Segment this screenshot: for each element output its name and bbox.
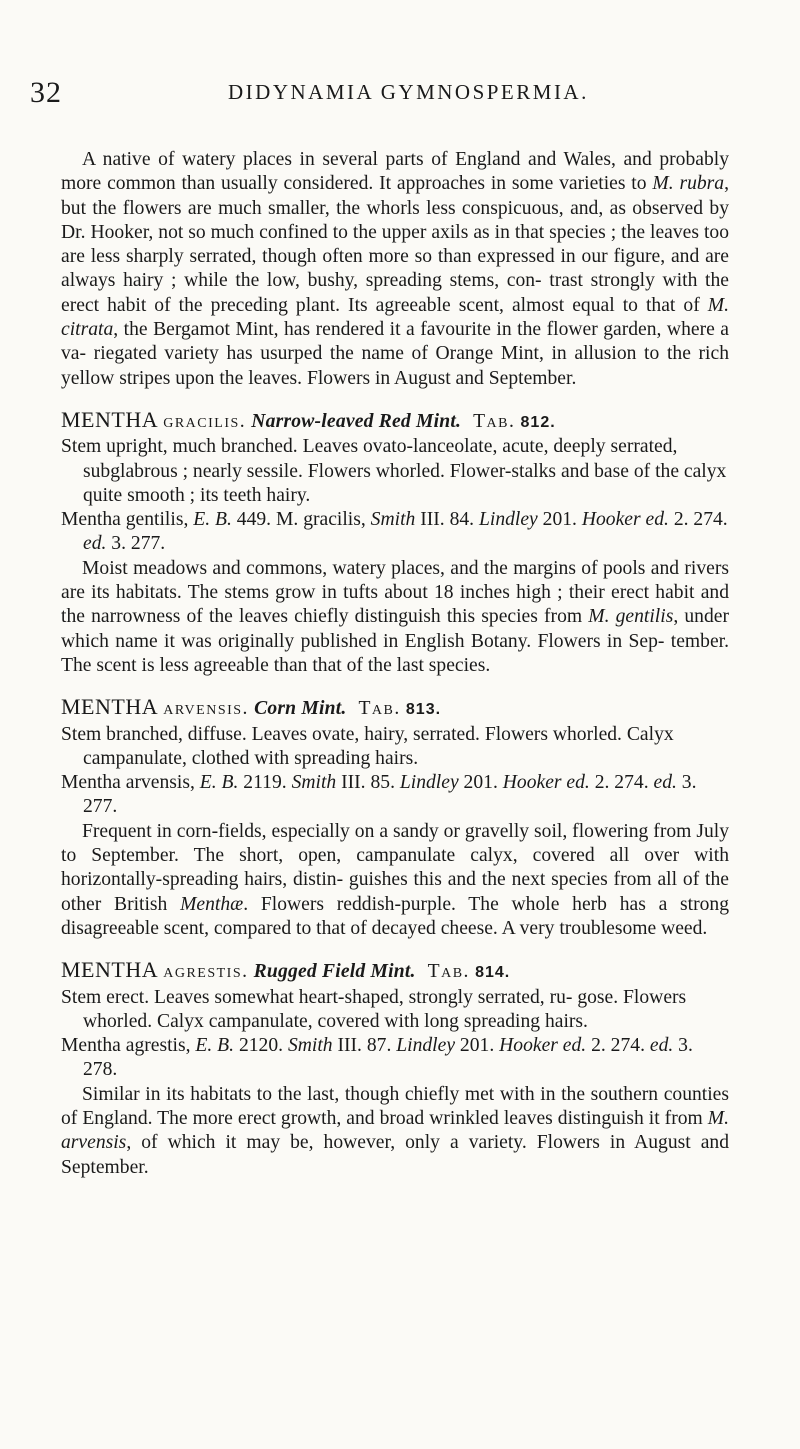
notes-italic: M. arvensis: [61, 1107, 729, 1154]
notes-text: , of which it may be, however, only a variety. Flowers in August and September.: [61, 1132, 729, 1178]
species-description: Stem branched, diffuse. Leaves ovate, hairy, serrated. Flowers whorled. Calyx campanulate, clothed with spreading hairs.: [61, 723, 674, 769]
syn-text: 201.: [458, 772, 503, 794]
syn-ref: Lindley: [396, 1035, 456, 1057]
intro-text: A native of watery places in several parts of England and Wales, and probably more common than usually considered. It approaches in some varieties to: [61, 149, 729, 195]
tab-label: Tab.: [427, 961, 470, 983]
genus-name: MENTHA: [61, 957, 159, 983]
syn-text: Mentha agrestis,: [61, 1035, 196, 1057]
syn-text: 2119.: [238, 772, 292, 794]
intro-italic-name: M. citrata: [61, 294, 729, 341]
syn-text: 2. 274.: [589, 772, 654, 794]
notes-text: Frequent in corn-fields, especially on a sandy or gravelly soil, flowering from July to September. The short, open, campanulate calyx, covered all over with horizontally-spreading hairs, distin- guishes this and the next species from all of the other British: [61, 820, 729, 915]
common-name: Narrow-leaved Red Mint.: [251, 410, 462, 432]
genus-name: MENTHA: [61, 406, 159, 432]
syn-text: III. 85.: [336, 772, 400, 794]
species-entry: [61, 695, 729, 941]
page-number: 32: [30, 76, 62, 109]
page-body: [61, 148, 729, 1180]
syn-ref: Lindley: [478, 509, 538, 531]
intro-italic-name: M. rubra: [652, 173, 725, 195]
syn-text: 3. 277.: [106, 533, 166, 555]
species-name: arvensis.: [163, 698, 249, 720]
tab-number: 813.: [405, 701, 442, 719]
notes-text: , under which name it was originally published in English Botany. Flowers in Sep- tember. The scent is less agreeable than that of the last species.: [61, 606, 729, 676]
notes-italic: Menthæ: [180, 893, 244, 915]
species-notes: [61, 557, 729, 678]
syn-text: 449. M. gracilis,: [231, 509, 371, 531]
common-name: Corn Mint.: [254, 698, 347, 720]
syn-ref: Hooker ed.: [502, 772, 590, 794]
species-notes: [61, 1083, 729, 1180]
species-name: agrestis.: [163, 961, 249, 983]
species-synonyms: [61, 771, 729, 820]
intro-paragraph: [61, 148, 729, 391]
syn-ref: ed.: [653, 772, 677, 794]
species-entry: [61, 958, 729, 1180]
species-notes: [61, 820, 729, 941]
syn-text: 2120.: [234, 1035, 288, 1057]
intro-text: , but the flowers are much smaller, the whorls less conspicuous, and, as observed by Dr. Hooker, not so much confined to the upper axils as in that species ; the leaves too are less sharply serrated, though often more so than expressed in our figure, and are always hairy ; while the low, bushy, spreading stems, con- trast strongly with the erect habit of the preceding plant. Its agreeable scent, almost equal to that of: [61, 173, 729, 316]
tab-number: 812.: [520, 413, 556, 431]
syn-text: 2. 274.: [668, 509, 728, 531]
notes-text: Moist meadows and commons, watery places, and the margins of pools and rivers are its habitats. The stems grow in tufts about 18 inches high ; their erect habit and the narrowness of the leaves chiefly distinguish this species from: [61, 557, 729, 628]
notes-text: . Flowers reddish-purple. The whole herb has a strong disagreeable scent, compared to that of decayed cheese. A very troublesome weed.: [61, 893, 729, 939]
syn-ref: Smith: [370, 509, 416, 531]
syn-ref: ed.: [83, 533, 107, 555]
genus-name: MENTHA: [61, 694, 159, 720]
syn-text: III. 87.: [332, 1035, 397, 1057]
intro-text: , the Bergamot Mint, has rendered it a favourite in the flower garden, where a va- riegated variety has usurped the name of Orange Mint, in allusion to the rich yellow stripes upon the leaves. Flowers in August and September.: [61, 319, 729, 389]
entry-heading: [61, 695, 729, 722]
species-synonyms: [61, 1034, 729, 1083]
syn-text: 2. 274.: [586, 1035, 650, 1057]
syn-text: Mentha gentilis,: [61, 509, 194, 531]
species-description: Stem erect. Leaves somewhat heart-shaped, strongly serrated, ru- gose. Flowers whorled. Calyx campanulate, covered with long spreading hairs.: [61, 986, 687, 1032]
notes-italic: M. gentilis: [588, 606, 674, 628]
syn-ref: E. B.: [199, 772, 239, 794]
syn-text: 201.: [537, 509, 582, 531]
syn-ref: ed.: [649, 1035, 674, 1057]
syn-text: 3. 277.: [83, 772, 697, 818]
entry-heading: [61, 408, 729, 435]
species-entry: [61, 408, 729, 678]
syn-ref: Hooker ed.: [499, 1035, 587, 1057]
syn-text: 201.: [455, 1035, 500, 1057]
syn-text: III. 84.: [415, 509, 479, 531]
tab-label: Tab.: [473, 410, 516, 432]
syn-ref: Smith: [287, 1035, 333, 1057]
species-description: Stem upright, much branched. Leaves ovato-lanceolate, acute, deeply serrated, subglabrous ; nearly sessile. Flowers whorled. Flower-stalks and base of the calyx quite smooth ; its teeth hairy.: [61, 436, 727, 506]
common-name: Rugged Field Mint.: [253, 961, 416, 983]
syn-ref: Smith: [291, 772, 337, 794]
notes-text: Similar in its habitats to the last, though chiefly met with in the southern counties of England. The more erect growth, and broad wrinkled leaves distinguish it from: [61, 1083, 729, 1129]
syn-ref: E. B.: [195, 1035, 235, 1057]
running-title: DIDYNAMIA GYMNOSPERMIA.: [228, 80, 589, 104]
page-header: [0, 76, 800, 116]
entry-heading: [61, 958, 729, 985]
syn-ref: Lindley: [399, 772, 459, 794]
tab-number: 814.: [475, 964, 511, 982]
species-synonyms: [61, 508, 729, 557]
syn-ref: Hooker ed.: [581, 509, 669, 531]
tab-label: Tab.: [358, 698, 401, 720]
syn-text: 3. 278.: [83, 1035, 693, 1081]
syn-text: Mentha arvensis,: [61, 772, 200, 794]
syn-ref: E. B.: [193, 509, 232, 531]
species-name: gracilis.: [163, 410, 247, 432]
